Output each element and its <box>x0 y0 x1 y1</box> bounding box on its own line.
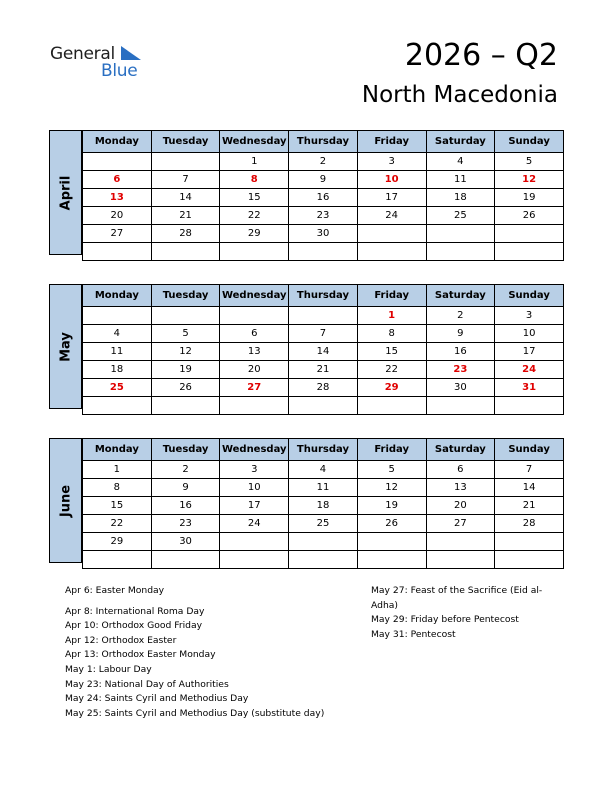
day-cell: 30 <box>289 225 358 243</box>
weekday-header: Sunday <box>495 439 564 461</box>
month-name: April <box>58 175 73 210</box>
day-cell: 15 <box>357 343 426 361</box>
day-cell <box>426 397 495 415</box>
holiday-note: Apr 12: Orthodox Easter <box>65 634 177 646</box>
day-cell: 13 <box>220 343 289 361</box>
day-cell <box>220 307 289 325</box>
day-cell: 20 <box>83 207 152 225</box>
weekday-header-row <box>83 439 564 461</box>
day-cell <box>289 551 358 569</box>
weekday-header: Sunday <box>495 285 564 307</box>
day-cell <box>151 243 220 261</box>
holiday-note: May 31: Pentecost <box>371 628 456 640</box>
day-cell: 11 <box>426 171 495 189</box>
week-row <box>83 307 564 325</box>
day-cell: 6 <box>83 171 152 189</box>
month-table <box>82 284 564 415</box>
holiday-notes-right <box>371 584 551 642</box>
weekday-header: Tuesday <box>151 131 220 153</box>
day-cell: 5 <box>357 461 426 479</box>
day-cell: 25 <box>289 515 358 533</box>
day-cell <box>220 533 289 551</box>
day-cell: 14 <box>495 479 564 497</box>
day-cell: 16 <box>151 497 220 515</box>
day-cell: 28 <box>495 515 564 533</box>
month-label-cell <box>49 130 82 255</box>
day-cell <box>426 243 495 261</box>
holiday-note: May 24: Saints Cyril and Methodius Day <box>65 693 249 705</box>
day-cell <box>357 397 426 415</box>
day-cell: 4 <box>426 153 495 171</box>
day-cell: 10 <box>220 479 289 497</box>
day-cell: 16 <box>426 343 495 361</box>
holiday-note: Apr 6: Easter Monday <box>65 585 165 596</box>
day-cell <box>426 533 495 551</box>
day-cell: 10 <box>495 325 564 343</box>
day-cell <box>357 551 426 569</box>
logo-blue-text: Blue <box>101 61 138 81</box>
day-cell: 7 <box>289 325 358 343</box>
day-cell: 23 <box>289 207 358 225</box>
week-row <box>83 343 564 361</box>
week-row <box>83 207 564 225</box>
month-calendar-2 <box>49 438 564 563</box>
day-cell <box>220 243 289 261</box>
day-cell: 15 <box>83 497 152 515</box>
day-cell: 3 <box>495 307 564 325</box>
day-cell <box>289 397 358 415</box>
day-cell <box>495 397 564 415</box>
day-cell: 2 <box>151 461 220 479</box>
day-cell <box>289 243 358 261</box>
day-cell: 14 <box>289 343 358 361</box>
day-cell: 21 <box>495 497 564 515</box>
day-cell: 19 <box>495 189 564 207</box>
day-cell: 1 <box>357 307 426 325</box>
page-title: 2026 – Q2 <box>404 38 558 73</box>
day-cell: 25 <box>83 379 152 397</box>
weekday-header: Thursday <box>289 285 358 307</box>
day-cell: 26 <box>495 207 564 225</box>
day-cell: 14 <box>151 189 220 207</box>
day-cell <box>495 225 564 243</box>
weekday-header: Wednesday <box>220 439 289 461</box>
day-cell: 21 <box>151 207 220 225</box>
weekday-header: Monday <box>83 439 152 461</box>
holiday-note: May 27: Feast of the Sacrifice (Eid al-Adha) <box>371 585 543 611</box>
day-cell <box>357 533 426 551</box>
day-cell: 27 <box>220 379 289 397</box>
week-row <box>83 189 564 207</box>
day-cell: 9 <box>426 325 495 343</box>
month-label-cell <box>49 438 82 563</box>
week-row <box>83 497 564 515</box>
day-cell: 21 <box>289 361 358 379</box>
month-table <box>82 438 564 569</box>
week-row <box>83 551 564 569</box>
day-cell <box>289 307 358 325</box>
country-name: North Macedonia <box>361 82 558 108</box>
day-cell <box>83 243 152 261</box>
week-row <box>83 171 564 189</box>
week-row <box>83 361 564 379</box>
day-cell: 27 <box>426 515 495 533</box>
holiday-note: Apr 10: Orthodox Good Friday <box>65 620 203 632</box>
day-cell: 28 <box>289 379 358 397</box>
day-cell: 8 <box>357 325 426 343</box>
day-cell <box>220 551 289 569</box>
day-cell: 15 <box>220 189 289 207</box>
weekday-header: Monday <box>83 131 152 153</box>
day-cell: 24 <box>357 207 426 225</box>
day-cell: 24 <box>495 361 564 379</box>
day-cell <box>495 243 564 261</box>
day-cell: 8 <box>220 171 289 189</box>
month-table <box>82 130 564 261</box>
day-cell: 1 <box>83 461 152 479</box>
day-cell: 4 <box>83 325 152 343</box>
day-cell <box>495 533 564 551</box>
day-cell <box>151 153 220 171</box>
day-cell: 18 <box>83 361 152 379</box>
holiday-note: May 1: Labour Day <box>65 663 152 675</box>
weekday-header: Friday <box>357 285 426 307</box>
holiday-notes-left <box>65 584 355 721</box>
day-cell: 22 <box>220 207 289 225</box>
month-label-cell <box>49 284 82 409</box>
logo-general-text: General <box>50 44 115 64</box>
day-cell: 19 <box>151 361 220 379</box>
holiday-note: May 29: Friday before Pentecost <box>371 614 519 626</box>
weekday-header: Wednesday <box>220 285 289 307</box>
weekday-header: Friday <box>357 439 426 461</box>
weekday-header: Saturday <box>426 131 495 153</box>
day-cell: 7 <box>495 461 564 479</box>
day-cell: 29 <box>357 379 426 397</box>
holiday-note: May 23: National Day of Authorities <box>65 678 229 690</box>
day-cell: 1 <box>220 153 289 171</box>
day-cell: 30 <box>426 379 495 397</box>
day-cell: 8 <box>83 479 152 497</box>
day-cell: 23 <box>426 361 495 379</box>
day-cell: 3 <box>357 153 426 171</box>
day-cell: 13 <box>83 189 152 207</box>
day-cell: 19 <box>357 497 426 515</box>
day-cell: 2 <box>289 153 358 171</box>
day-cell <box>426 551 495 569</box>
day-cell: 18 <box>426 189 495 207</box>
day-cell: 12 <box>495 171 564 189</box>
weekday-header: Saturday <box>426 285 495 307</box>
weekday-header: Thursday <box>289 439 358 461</box>
day-cell: 16 <box>289 189 358 207</box>
holiday-note: Apr 13: Orthodox Easter Monday <box>65 649 216 661</box>
day-cell <box>83 397 152 415</box>
day-cell: 9 <box>151 479 220 497</box>
day-cell: 24 <box>220 515 289 533</box>
day-cell: 10 <box>357 171 426 189</box>
day-cell <box>151 397 220 415</box>
day-cell: 29 <box>220 225 289 243</box>
day-cell: 23 <box>151 515 220 533</box>
week-row <box>83 225 564 243</box>
day-cell: 31 <box>495 379 564 397</box>
day-cell: 7 <box>151 171 220 189</box>
day-cell: 9 <box>289 171 358 189</box>
day-cell: 28 <box>151 225 220 243</box>
weekday-header: Tuesday <box>151 285 220 307</box>
day-cell <box>83 153 152 171</box>
week-row <box>83 325 564 343</box>
weekday-header: Monday <box>83 285 152 307</box>
day-cell <box>357 225 426 243</box>
weekday-header: Friday <box>357 131 426 153</box>
weekday-header: Tuesday <box>151 439 220 461</box>
day-cell <box>83 307 152 325</box>
day-cell: 13 <box>426 479 495 497</box>
day-cell <box>83 551 152 569</box>
day-cell <box>151 551 220 569</box>
day-cell: 22 <box>83 515 152 533</box>
day-cell: 22 <box>357 361 426 379</box>
day-cell: 17 <box>357 189 426 207</box>
month-name: June <box>58 484 73 517</box>
day-cell: 27 <box>83 225 152 243</box>
day-cell: 20 <box>220 361 289 379</box>
week-row <box>83 515 564 533</box>
day-cell: 26 <box>357 515 426 533</box>
weekday-header-row <box>83 131 564 153</box>
day-cell: 20 <box>426 497 495 515</box>
day-cell: 12 <box>151 343 220 361</box>
day-cell: 29 <box>83 533 152 551</box>
day-cell: 25 <box>426 207 495 225</box>
day-cell <box>426 225 495 243</box>
month-calendar-0 <box>49 130 564 255</box>
day-cell: 30 <box>151 533 220 551</box>
week-row <box>83 461 564 479</box>
week-row <box>83 533 564 551</box>
day-cell: 3 <box>220 461 289 479</box>
day-cell: 12 <box>357 479 426 497</box>
day-cell: 17 <box>495 343 564 361</box>
day-cell: 11 <box>83 343 152 361</box>
generalblue-logo <box>50 44 150 84</box>
day-cell <box>357 243 426 261</box>
day-cell: 4 <box>289 461 358 479</box>
day-cell: 6 <box>426 461 495 479</box>
weekday-header: Saturday <box>426 439 495 461</box>
day-cell: 18 <box>289 497 358 515</box>
day-cell: 6 <box>220 325 289 343</box>
month-name: May <box>58 331 73 362</box>
week-row <box>83 379 564 397</box>
day-cell: 26 <box>151 379 220 397</box>
holiday-note: May 25: Saints Cyril and Methodius Day (substitute day) <box>65 707 325 719</box>
week-row <box>83 243 564 261</box>
day-cell: 17 <box>220 497 289 515</box>
day-cell <box>151 307 220 325</box>
day-cell: 5 <box>151 325 220 343</box>
month-calendar-1 <box>49 284 564 409</box>
weekday-header: Sunday <box>495 131 564 153</box>
day-cell: 5 <box>495 153 564 171</box>
week-row <box>83 479 564 497</box>
day-cell <box>289 533 358 551</box>
logo-flag-icon <box>121 46 141 62</box>
day-cell <box>495 551 564 569</box>
weekday-header: Thursday <box>289 131 358 153</box>
day-cell <box>220 397 289 415</box>
weekday-header-row <box>83 285 564 307</box>
day-cell: 2 <box>426 307 495 325</box>
week-row <box>83 397 564 415</box>
holiday-note: Apr 8: International Roma Day <box>65 605 205 617</box>
weekday-header: Wednesday <box>220 131 289 153</box>
week-row <box>83 153 564 171</box>
day-cell: 11 <box>289 479 358 497</box>
